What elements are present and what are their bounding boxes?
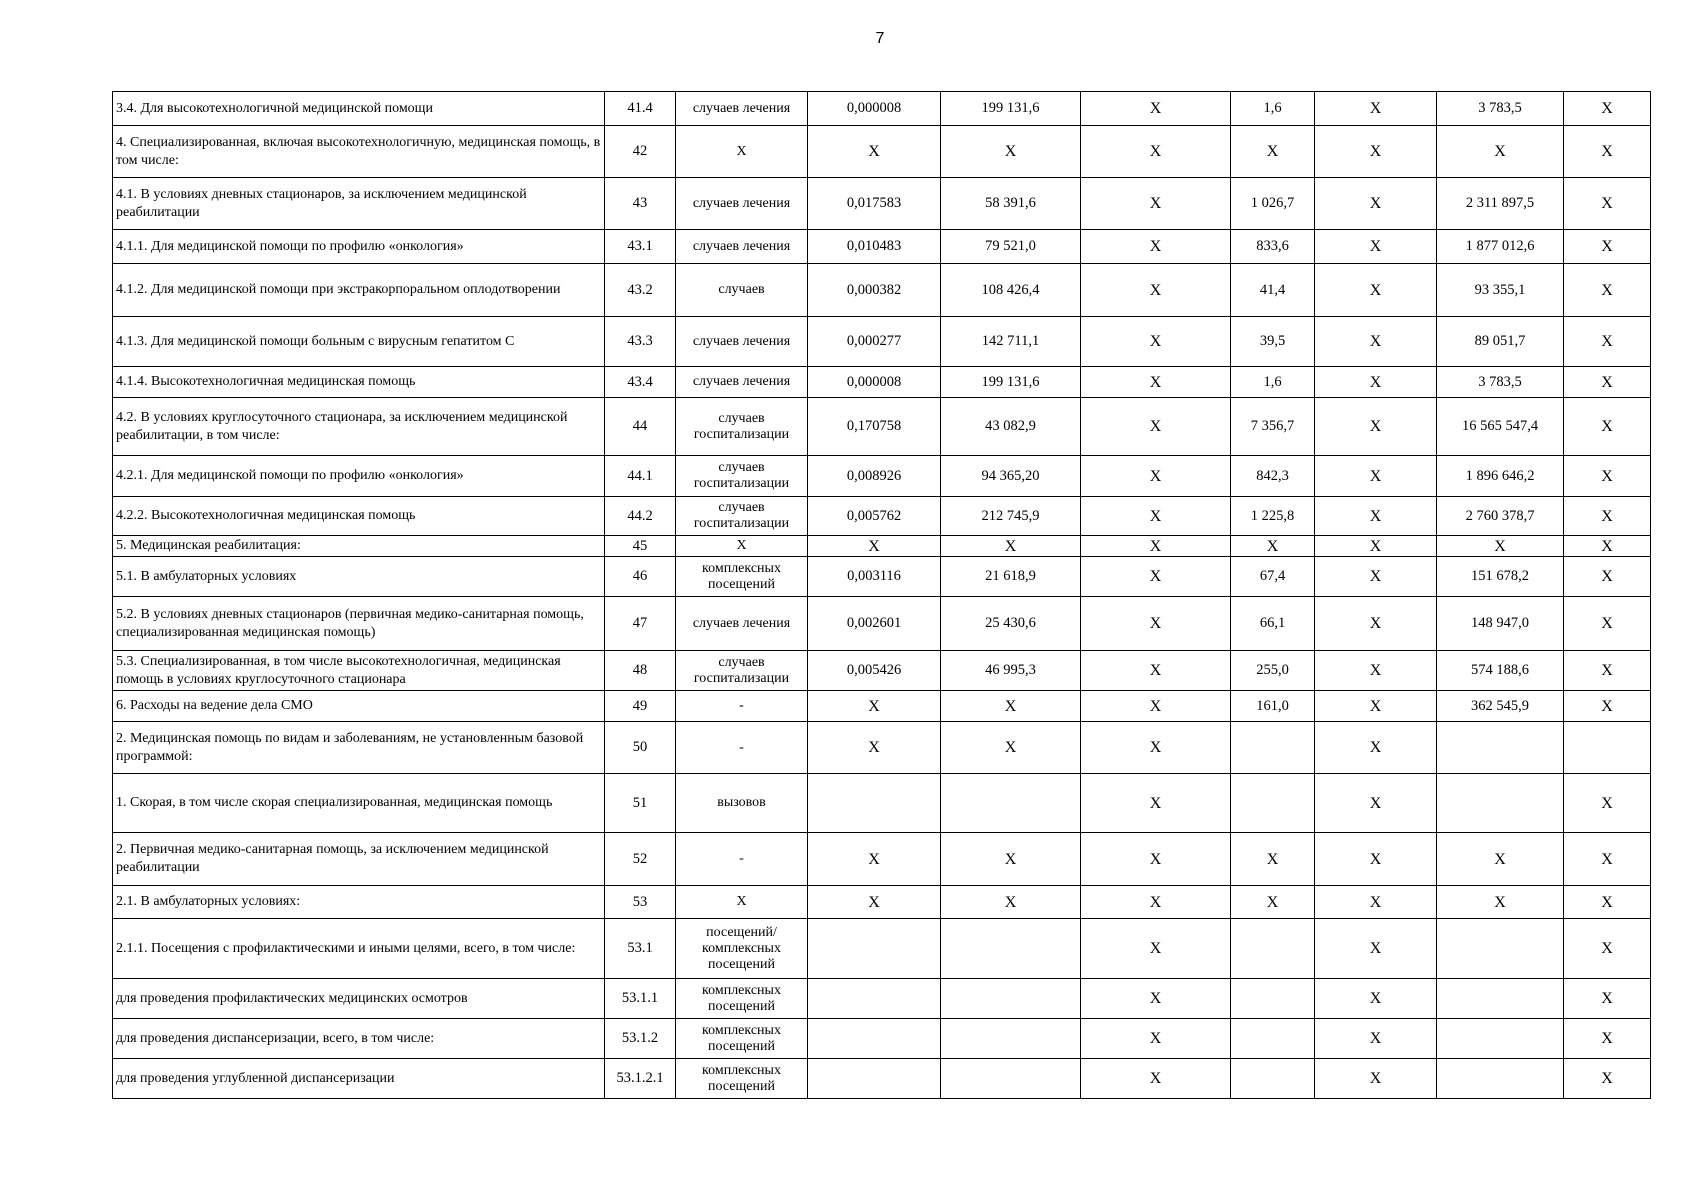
percent-cell: X <box>1564 557 1651 597</box>
cost-norm-cell: X <box>941 886 1081 919</box>
unit-cell: X <box>676 536 808 557</box>
unit-cell: посещений/ комплексных посещений <box>676 919 808 979</box>
per-capita-budget-cell: X <box>1081 691 1231 722</box>
cost-norm-cell: X <box>941 691 1081 722</box>
total-oms-cell: 3 783,5 <box>1437 367 1564 398</box>
row-code-cell: 53.1 <box>605 919 676 979</box>
per-capita-budget-cell: X <box>1081 979 1231 1019</box>
cost-norm-cell: 43 082,9 <box>941 398 1081 456</box>
total-budget-cell: X <box>1315 92 1437 126</box>
row-code-cell: 49 <box>605 691 676 722</box>
percent-cell: X <box>1564 1059 1651 1099</box>
per-capita-oms-cell <box>1231 774 1315 833</box>
volume-norm-cell <box>808 1019 941 1059</box>
total-oms-cell <box>1437 1019 1564 1059</box>
total-budget-cell: X <box>1315 557 1437 597</box>
per-capita-budget-cell: X <box>1081 398 1231 456</box>
unit-cell: случаев лечения <box>676 317 808 367</box>
percent-cell: X <box>1564 317 1651 367</box>
total-oms-cell: 148 947,0 <box>1437 597 1564 651</box>
volume-norm-cell: 0,010483 <box>808 230 941 264</box>
volume-norm-cell: 0,000382 <box>808 264 941 317</box>
per-capita-oms-cell: 39,5 <box>1231 317 1315 367</box>
unit-cell: - <box>676 691 808 722</box>
row-code-cell: 44.1 <box>605 456 676 497</box>
total-oms-cell: 89 051,7 <box>1437 317 1564 367</box>
table-row <box>113 398 1651 456</box>
row-code-cell: 51 <box>605 774 676 833</box>
row-name-cell: 5. Медицинская реабилитация: <box>113 536 605 557</box>
per-capita-budget-cell: X <box>1081 919 1231 979</box>
total-budget-cell: X <box>1315 317 1437 367</box>
row-code-cell: 48 <box>605 651 676 691</box>
row-code-cell: 44 <box>605 398 676 456</box>
volume-norm-cell: 0,170758 <box>808 398 941 456</box>
unit-cell: случаев лечения <box>676 178 808 230</box>
total-oms-cell: 16 565 547,4 <box>1437 398 1564 456</box>
per-capita-budget-cell: X <box>1081 178 1231 230</box>
percent-cell: X <box>1564 264 1651 317</box>
unit-cell: - <box>676 833 808 886</box>
table-row <box>113 651 1651 691</box>
row-code-cell: 42 <box>605 126 676 178</box>
table-row <box>113 497 1651 536</box>
per-capita-oms-cell: 161,0 <box>1231 691 1315 722</box>
unit-cell: случаев госпитализации <box>676 456 808 497</box>
row-name-cell: 4.2.1. Для медицинской помощи по профилю «онкология» <box>113 456 605 497</box>
per-capita-oms-cell: X <box>1231 126 1315 178</box>
row-name-cell: для проведения диспансеризации, всего, в том числе: <box>113 1019 605 1059</box>
per-capita-oms-cell <box>1231 979 1315 1019</box>
row-name-cell: 2.1.1. Посещения с профилактическими и иными целями, всего, в том числе: <box>113 919 605 979</box>
unit-cell: комплексных посещений <box>676 1059 808 1099</box>
per-capita-budget-cell: X <box>1081 456 1231 497</box>
row-name-cell: 5.2. В условиях дневных стационаров (первичная медико-санитарная помощь, специализированная медицинская помощь) <box>113 597 605 651</box>
per-capita-oms-cell: X <box>1231 536 1315 557</box>
cost-norm-cell <box>941 919 1081 979</box>
row-name-cell: для проведения углубленной диспансеризации <box>113 1059 605 1099</box>
cost-norm-cell: 199 131,6 <box>941 367 1081 398</box>
unit-cell: случаев госпитализации <box>676 398 808 456</box>
total-oms-cell <box>1437 1059 1564 1099</box>
percent-cell: X <box>1564 497 1651 536</box>
per-capita-budget-cell: X <box>1081 536 1231 557</box>
percent-cell: X <box>1564 1019 1651 1059</box>
total-oms-cell <box>1437 979 1564 1019</box>
per-capita-budget-cell: X <box>1081 651 1231 691</box>
per-capita-oms-cell: 1 026,7 <box>1231 178 1315 230</box>
volume-norm-cell <box>808 979 941 1019</box>
row-code-cell: 45 <box>605 536 676 557</box>
cost-norm-cell: X <box>941 126 1081 178</box>
row-name-cell: 2. Медицинская помощь по видам и заболеваниям, не установленным базовой программой: <box>113 722 605 774</box>
total-oms-cell: X <box>1437 833 1564 886</box>
unit-cell: X <box>676 126 808 178</box>
row-code-cell: 43.2 <box>605 264 676 317</box>
cost-norm-cell: 212 745,9 <box>941 497 1081 536</box>
cost-norm-cell: 108 426,4 <box>941 264 1081 317</box>
cost-norm-cell: 21 618,9 <box>941 557 1081 597</box>
cost-norm-cell <box>941 774 1081 833</box>
per-capita-oms-cell: 41,4 <box>1231 264 1315 317</box>
volume-norm-cell: X <box>808 126 941 178</box>
total-budget-cell: X <box>1315 651 1437 691</box>
total-oms-cell <box>1437 919 1564 979</box>
row-name-cell: 6. Расходы на ведение дела СМО <box>113 691 605 722</box>
volume-norm-cell: 0,005762 <box>808 497 941 536</box>
row-code-cell: 53.1.2.1 <box>605 1059 676 1099</box>
volume-norm-cell: 0,005426 <box>808 651 941 691</box>
percent-cell: X <box>1564 651 1651 691</box>
unit-cell: случаев лечения <box>676 597 808 651</box>
cost-norm-cell: 46 995,3 <box>941 651 1081 691</box>
row-name-cell: 1. Скорая, в том числе скорая специализированная, медицинская помощь <box>113 774 605 833</box>
volume-norm-cell <box>808 1059 941 1099</box>
total-budget-cell: X <box>1315 126 1437 178</box>
row-name-cell: 4.2.2. Высокотехнологичная медицинская помощь <box>113 497 605 536</box>
total-oms-cell: 362 545,9 <box>1437 691 1564 722</box>
per-capita-budget-cell: X <box>1081 1019 1231 1059</box>
per-capita-oms-cell: 7 356,7 <box>1231 398 1315 456</box>
per-capita-budget-cell: X <box>1081 497 1231 536</box>
cost-norm-cell <box>941 979 1081 1019</box>
total-budget-cell: X <box>1315 398 1437 456</box>
row-name-cell: 5.1. В амбулаторных условиях <box>113 557 605 597</box>
row-name-cell: 4.1.4. Высокотехнологичная медицинская помощь <box>113 367 605 398</box>
per-capita-budget-cell: X <box>1081 1059 1231 1099</box>
table-row <box>113 536 1651 557</box>
row-code-cell: 43.3 <box>605 317 676 367</box>
unit-cell: - <box>676 722 808 774</box>
table-row <box>113 691 1651 722</box>
per-capita-oms-cell: 1 225,8 <box>1231 497 1315 536</box>
total-budget-cell: X <box>1315 264 1437 317</box>
unit-cell: случаев госпитализации <box>676 497 808 536</box>
per-capita-budget-cell: X <box>1081 317 1231 367</box>
cost-norm-cell: 142 711,1 <box>941 317 1081 367</box>
per-capita-oms-cell: 66,1 <box>1231 597 1315 651</box>
table-row <box>113 886 1651 919</box>
per-capita-oms-cell: 1,6 <box>1231 367 1315 398</box>
row-code-cell: 43 <box>605 178 676 230</box>
row-name-cell: для проведения профилактических медицинских осмотров <box>113 979 605 1019</box>
percent-cell: X <box>1564 774 1651 833</box>
volume-norm-cell <box>808 774 941 833</box>
total-oms-cell: 151 678,2 <box>1437 557 1564 597</box>
total-oms-cell: 1 896 646,2 <box>1437 456 1564 497</box>
row-code-cell: 43.1 <box>605 230 676 264</box>
row-code-cell: 50 <box>605 722 676 774</box>
cost-norm-cell: 199 131,6 <box>941 92 1081 126</box>
row-code-cell: 47 <box>605 597 676 651</box>
total-oms-cell: X <box>1437 126 1564 178</box>
total-budget-cell: X <box>1315 367 1437 398</box>
cost-norm-cell: 94 365,20 <box>941 456 1081 497</box>
row-code-cell: 53.1.2 <box>605 1019 676 1059</box>
cost-norm-cell: 79 521,0 <box>941 230 1081 264</box>
row-code-cell: 46 <box>605 557 676 597</box>
unit-cell: X <box>676 886 808 919</box>
total-oms-cell: 93 355,1 <box>1437 264 1564 317</box>
percent-cell: X <box>1564 92 1651 126</box>
volume-norm-cell: 0,003116 <box>808 557 941 597</box>
table-row <box>113 230 1651 264</box>
row-name-cell: 4.1.1. Для медицинской помощи по профилю «онкология» <box>113 230 605 264</box>
total-oms-cell <box>1437 774 1564 833</box>
total-budget-cell: X <box>1315 1019 1437 1059</box>
row-name-cell: 4.1. В условиях дневных стационаров, за исключением медицинской реабилитации <box>113 178 605 230</box>
per-capita-budget-cell: X <box>1081 230 1231 264</box>
total-oms-cell: 1 877 012,6 <box>1437 230 1564 264</box>
unit-cell: случаев госпитализации <box>676 651 808 691</box>
total-budget-cell: X <box>1315 497 1437 536</box>
total-budget-cell: X <box>1315 919 1437 979</box>
financing-table <box>112 91 1651 1099</box>
per-capita-oms-cell: 255,0 <box>1231 651 1315 691</box>
percent-cell: X <box>1564 456 1651 497</box>
cost-norm-cell <box>941 1019 1081 1059</box>
cost-norm-cell: X <box>941 833 1081 886</box>
per-capita-budget-cell: X <box>1081 886 1231 919</box>
total-oms-cell: X <box>1437 536 1564 557</box>
per-capita-oms-cell: X <box>1231 886 1315 919</box>
table-row <box>113 1019 1651 1059</box>
per-capita-oms-cell: 833,6 <box>1231 230 1315 264</box>
percent-cell: X <box>1564 886 1651 919</box>
total-budget-cell: X <box>1315 230 1437 264</box>
per-capita-budget-cell: X <box>1081 557 1231 597</box>
total-budget-cell: X <box>1315 722 1437 774</box>
table-row <box>113 367 1651 398</box>
row-code-cell: 44.2 <box>605 497 676 536</box>
volume-norm-cell: 0,002601 <box>808 597 941 651</box>
row-name-cell: 4.2. В условиях круглосуточного стационара, за исключением медицинской реабилитации, в том числе: <box>113 398 605 456</box>
row-name-cell: 4.1.3. Для медицинской помощи больным с вирусным гепатитом С <box>113 317 605 367</box>
per-capita-oms-cell: 842,3 <box>1231 456 1315 497</box>
total-budget-cell: X <box>1315 178 1437 230</box>
per-capita-oms-cell <box>1231 1059 1315 1099</box>
volume-norm-cell: X <box>808 691 941 722</box>
cost-norm-cell <box>941 1059 1081 1099</box>
table-row <box>113 126 1651 178</box>
per-capita-budget-cell: X <box>1081 92 1231 126</box>
cost-norm-cell: 25 430,6 <box>941 597 1081 651</box>
table-row <box>113 919 1651 979</box>
volume-norm-cell: X <box>808 833 941 886</box>
table-row <box>113 722 1651 774</box>
unit-cell: вызовов <box>676 774 808 833</box>
total-budget-cell: X <box>1315 979 1437 1019</box>
volume-norm-cell <box>808 919 941 979</box>
row-name-cell: 2. Первичная медико-санитарная помощь, за исключением медицинской реабилитации <box>113 833 605 886</box>
total-oms-cell <box>1437 722 1564 774</box>
percent-cell: X <box>1564 367 1651 398</box>
percent-cell: X <box>1564 919 1651 979</box>
total-budget-cell: X <box>1315 691 1437 722</box>
per-capita-budget-cell: X <box>1081 722 1231 774</box>
row-name-cell: 3.4. Для высокотехнологичной медицинской помощи <box>113 92 605 126</box>
per-capita-budget-cell: X <box>1081 597 1231 651</box>
per-capita-oms-cell <box>1231 919 1315 979</box>
percent-cell: X <box>1564 126 1651 178</box>
percent-cell: X <box>1564 536 1651 557</box>
page-number: 7 <box>875 30 885 47</box>
total-budget-cell: X <box>1315 886 1437 919</box>
percent-cell: X <box>1564 833 1651 886</box>
total-budget-cell: X <box>1315 1059 1437 1099</box>
total-oms-cell: 2 760 378,7 <box>1437 497 1564 536</box>
percent-cell: X <box>1564 398 1651 456</box>
unit-cell: случаев лечения <box>676 367 808 398</box>
row-code-cell: 53 <box>605 886 676 919</box>
unit-cell: комплексных посещений <box>676 1019 808 1059</box>
row-name-cell: 5.3. Специализированная, в том числе высокотехнологичная, медицинская помощь в условиях круглосуточного стационара <box>113 651 605 691</box>
percent-cell: X <box>1564 979 1651 1019</box>
per-capita-budget-cell: X <box>1081 264 1231 317</box>
unit-cell: случаев лечения <box>676 92 808 126</box>
volume-norm-cell: 0,000008 <box>808 92 941 126</box>
per-capita-oms-cell: X <box>1231 833 1315 886</box>
table-row <box>113 597 1651 651</box>
percent-cell <box>1564 722 1651 774</box>
per-capita-oms-cell: 67,4 <box>1231 557 1315 597</box>
total-oms-cell: 2 311 897,5 <box>1437 178 1564 230</box>
total-budget-cell: X <box>1315 456 1437 497</box>
row-name-cell: 4. Специализированная, включая высокотехнологичную, медицинская помощь, в том числе: <box>113 126 605 178</box>
percent-cell: X <box>1564 691 1651 722</box>
volume-norm-cell: X <box>808 722 941 774</box>
per-capita-budget-cell: X <box>1081 833 1231 886</box>
table-row <box>113 774 1651 833</box>
per-capita-budget-cell: X <box>1081 774 1231 833</box>
total-budget-cell: X <box>1315 597 1437 651</box>
table-row <box>113 92 1651 126</box>
unit-cell: случаев <box>676 264 808 317</box>
unit-cell: комплексных посещений <box>676 979 808 1019</box>
row-code-cell: 43.4 <box>605 367 676 398</box>
cost-norm-cell: X <box>941 536 1081 557</box>
total-oms-cell: 3 783,5 <box>1437 92 1564 126</box>
row-code-cell: 52 <box>605 833 676 886</box>
per-capita-oms-cell: 1,6 <box>1231 92 1315 126</box>
total-budget-cell: X <box>1315 774 1437 833</box>
cost-norm-cell: X <box>941 722 1081 774</box>
volume-norm-cell: X <box>808 886 941 919</box>
volume-norm-cell: 0,008926 <box>808 456 941 497</box>
total-oms-cell: 574 188,6 <box>1437 651 1564 691</box>
unit-cell: случаев лечения <box>676 230 808 264</box>
percent-cell: X <box>1564 230 1651 264</box>
row-name-cell: 4.1.2. Для медицинской помощи при экстракорпоральном оплодотворении <box>113 264 605 317</box>
table-row <box>113 456 1651 497</box>
row-code-cell: 53.1.1 <box>605 979 676 1019</box>
total-budget-cell: X <box>1315 833 1437 886</box>
volume-norm-cell: 0,000277 <box>808 317 941 367</box>
total-oms-cell: X <box>1437 886 1564 919</box>
per-capita-budget-cell: X <box>1081 126 1231 178</box>
percent-cell: X <box>1564 178 1651 230</box>
table-row <box>113 1059 1651 1099</box>
row-name-cell: 2.1. В амбулаторных условиях: <box>113 886 605 919</box>
percent-cell: X <box>1564 597 1651 651</box>
per-capita-oms-cell <box>1231 1019 1315 1059</box>
per-capita-oms-cell <box>1231 722 1315 774</box>
unit-cell: комплексных посещений <box>676 557 808 597</box>
volume-norm-cell: X <box>808 536 941 557</box>
table-row <box>113 317 1651 367</box>
cost-norm-cell: 58 391,6 <box>941 178 1081 230</box>
table-row <box>113 833 1651 886</box>
volume-norm-cell: 0,000008 <box>808 367 941 398</box>
table-row <box>113 557 1651 597</box>
table-row <box>113 178 1651 230</box>
row-code-cell: 41.4 <box>605 92 676 126</box>
total-budget-cell: X <box>1315 536 1437 557</box>
per-capita-budget-cell: X <box>1081 367 1231 398</box>
table-row <box>113 264 1651 317</box>
volume-norm-cell: 0,017583 <box>808 178 941 230</box>
table-row <box>113 979 1651 1019</box>
